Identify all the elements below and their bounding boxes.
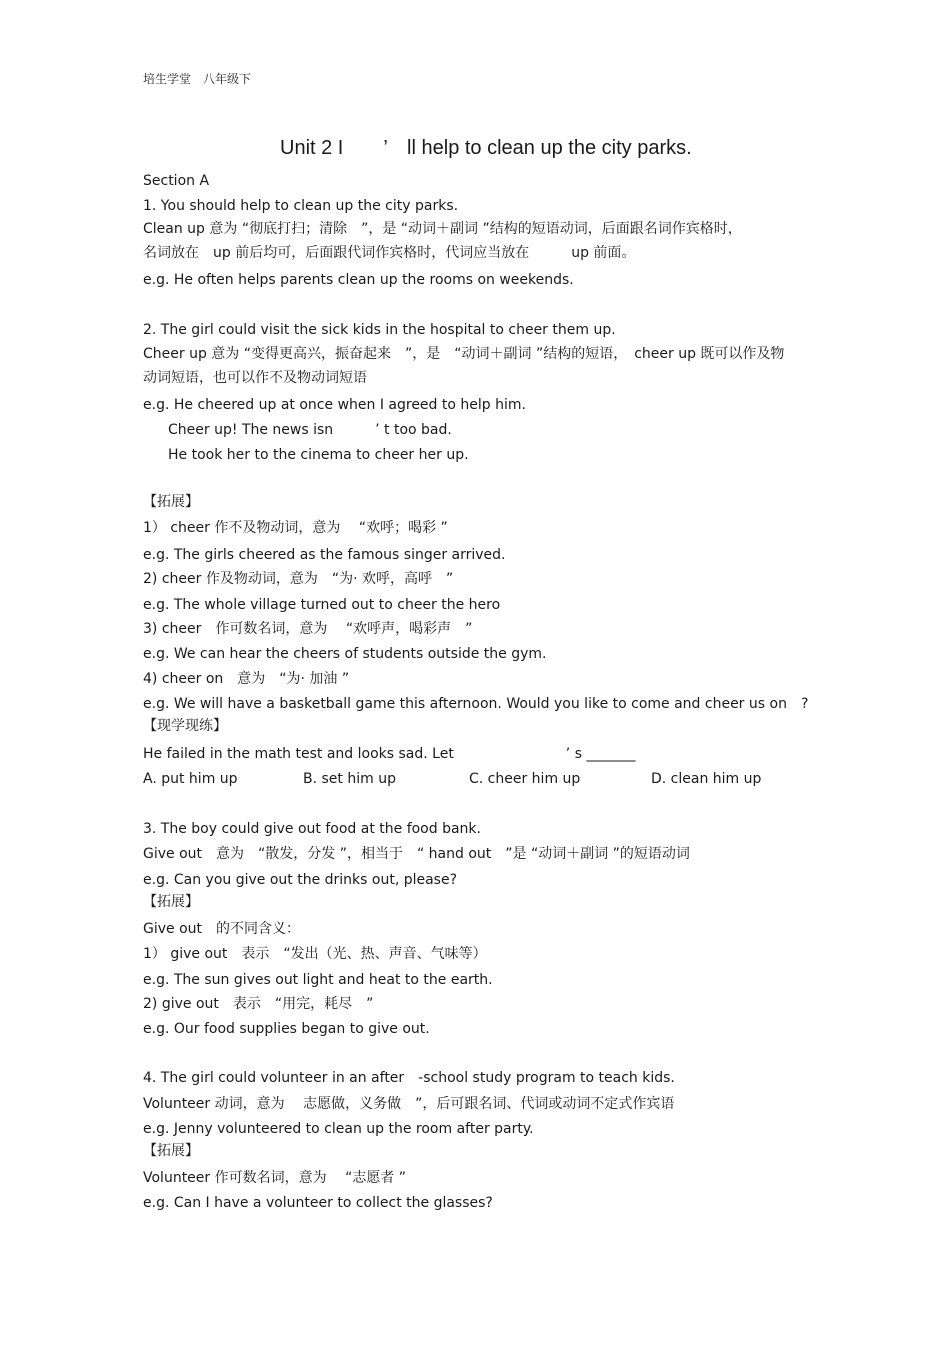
point-2-explanation: Cheer up 意为 “变得更高兴，振奋起来 ”，是 “动词＋副词 ”结构的短语， cheer up 既可以作及物: [143, 346, 785, 362]
page-header: 培生学堂 八年级下: [143, 72, 252, 86]
point-2-example-3: He took her to the cinema to cheer her up.: [168, 447, 469, 463]
point-1-sentence: 1. You should help to clean up the city parks.: [143, 198, 459, 214]
option-c: C. cheer him up: [469, 771, 581, 787]
practice-heading: 【现学现练】: [143, 718, 227, 734]
point-2-explanation-cont: 动词短语，也可以作不及物动词短语: [143, 370, 367, 386]
give-out-example-1: e.g. The sun gives out light and heat to the earth.: [143, 972, 493, 988]
extension-item-4: 4) cheer on 意为 “为· 加油 ”: [143, 671, 350, 687]
volunteer-noun: Volunteer 作可数名词，意为 “志愿者 ”: [143, 1170, 407, 1186]
point-4-sentence: 4. The girl could volunteer in an after -school study program to teach kids.: [143, 1070, 675, 1086]
extension-heading-2: 【拓展】: [143, 894, 199, 910]
extension-item-2: 2) cheer 作及物动词，意为 “为· 欢呼，高呼 ”: [143, 571, 454, 587]
extension-item-3: 3) cheer 作可数名词，意为 “欢呼声，喝彩声 ”: [143, 621, 473, 637]
point-4-explanation: Volunteer 动词，意为 志愿做，义务做 ”，后可跟名词、代词或动词不定式作宾语: [143, 1096, 675, 1112]
point-4-example: e.g. Jenny volunteered to clean up the room after party.: [143, 1121, 534, 1137]
give-out-example-2: e.g. Our food supplies began to give out.: [143, 1021, 430, 1037]
point-1-explanation: Clean up 意为 “彻底打扫；清除 ”，是 “动词＋副词 ”结构的短语动词，后面跟名词作宾格时，: [143, 221, 742, 237]
practice-question: He failed in the math test and looks sad. Let ’ s _______: [143, 746, 636, 762]
option-a: A. put him up: [143, 771, 238, 787]
extension-example-3: e.g. We can hear the cheers of students outside the gym.: [143, 646, 547, 662]
option-d: D. clean him up: [651, 771, 762, 787]
extension-item-1: 1） cheer 作不及物动词，意为 “欢呼；喝彩 ”: [143, 520, 448, 536]
extension-heading: 【拓展】: [143, 494, 199, 510]
give-out-meaning-2: 2) give out 表示 “用完，耗尽 ”: [143, 996, 374, 1012]
option-b: B. set him up: [303, 771, 396, 787]
point-3-sentence: 3. The boy could give out food at the food bank.: [143, 821, 481, 837]
point-2-sentence: 2. The girl could visit the sick kids in the hospital to cheer them up.: [143, 322, 616, 338]
point-1-explanation-cont: 名词放在 up 前后均可，后面跟代词作宾格时，代词应当放在 up 前面。: [143, 245, 636, 261]
section-heading: Section A: [143, 173, 210, 189]
extension-example-4: e.g. We will have a basketball game this afternoon. Would you like to come and cheer us on ?: [143, 696, 809, 712]
unit-title: Unit 2 I ’ ll help to clean up the city parks.: [280, 137, 692, 159]
point-3-example: e.g. Can you give out the drinks out, please?: [143, 872, 458, 888]
extension-heading-3: 【拓展】: [143, 1143, 199, 1159]
volunteer-example: e.g. Can I have a volunteer to collect the glasses?: [143, 1195, 493, 1211]
give-out-meanings: Give out 的不同含义：: [143, 921, 301, 937]
point-2-example-2: Cheer up! The news isn ’ t too bad.: [168, 422, 452, 438]
extension-example-2: e.g. The whole village turned out to cheer the hero: [143, 597, 501, 613]
give-out-meaning-1: 1） give out 表示 “发出（光、热、声音、气味等）: [143, 946, 487, 962]
extension-example-1: e.g. The girls cheered as the famous singer arrived.: [143, 547, 506, 563]
point-3-explanation: Give out 意为 “散发，分发 ”，相当于 “ hand out ”是 “动词＋副词 ”的短语动词: [143, 846, 690, 862]
point-2-example: e.g. He cheered up at once when I agreed to help him.: [143, 397, 526, 413]
point-1-example: e.g. He often helps parents clean up the rooms on weekends.: [143, 272, 574, 288]
